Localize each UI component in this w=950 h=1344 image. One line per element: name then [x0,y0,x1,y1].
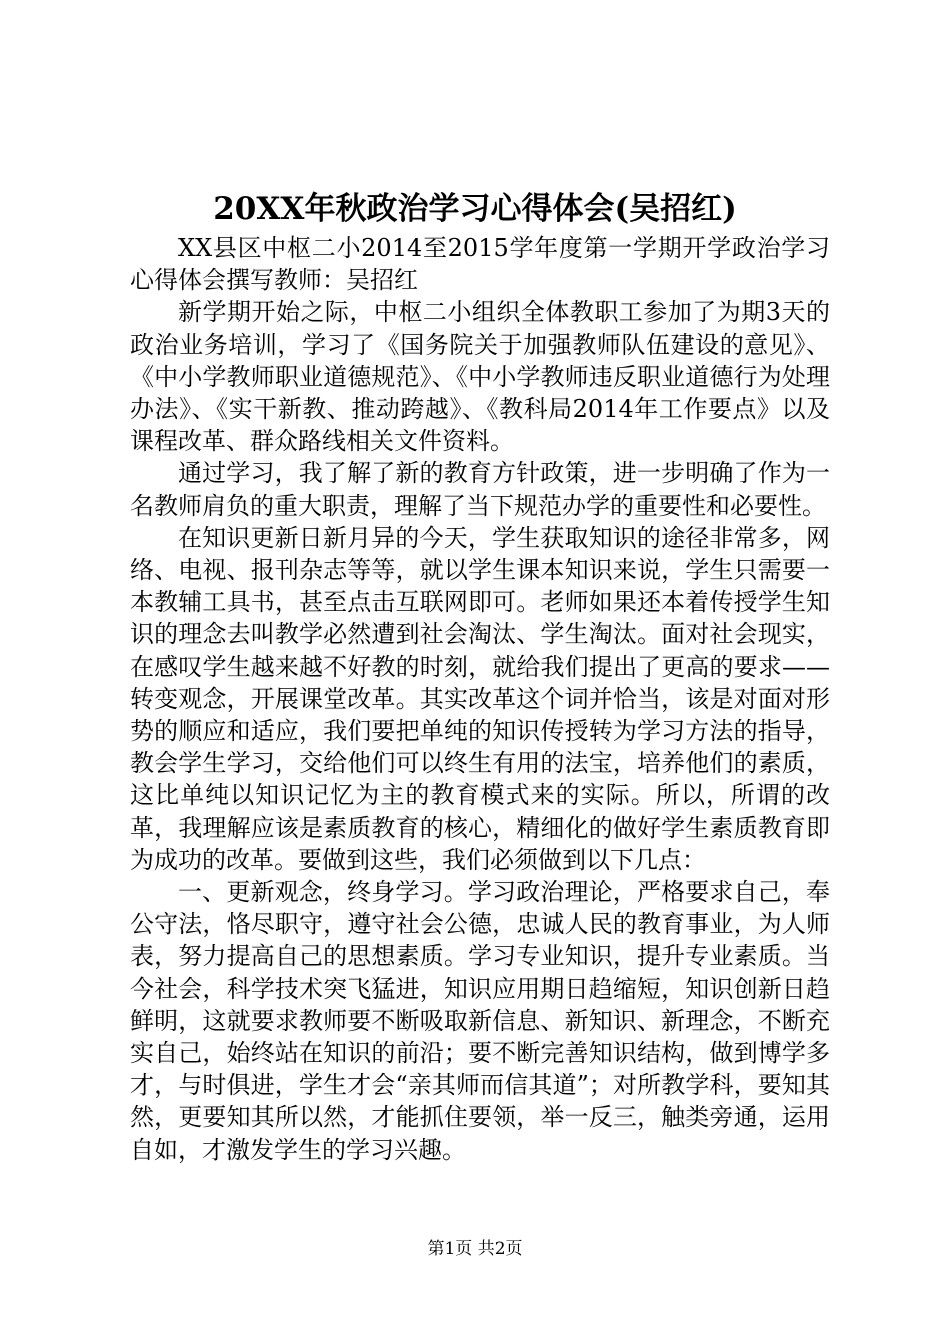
paragraph-training: 新学期开始之际，中枢二小组织全体教职工参加了为期3天的政治业务培训，学习了《国务院关于加强教师队伍建设的意见》、《中小学教师职业道德规范》、《中小学教师违反职业道德行为处理办法》、《实干新教、推动跨越》、《教科局2014年工作要点》以及课程改革、群众路线相关文件资料。 [130,298,830,456]
paragraph-learning: 通过学习，我了解了新的教育方针政策，进一步明确了作为一名教师肩负的重大职责，理解了当下规范办学的重要性和必要性。 [130,459,830,520]
document-title: 20XX年秋政治学习心得体会(吴招红) [213,191,737,227]
document-body [130,232,830,1166]
paragraph-point-one: 一、更新观念，终身学习。学习政治理论，严格要求自己，奉公守法，恪尽职守，遵守社会公德，忠诚人民的教育事业，为人师表，努力提高自己的思想素质。学习专业知识，提升专业素质。当今社会，科学技术突飞猛进，知识应用期日趋缩短，知识创新日趋鲜明，这就要求教师要不断吸取新信息、新知识、新理念，不断充实自己，始终站在知识的前沿；要不断完善知识结构，做到博学多才，与时俱进，学生才会“亲其师而信其道”；对所教学科，要知其然，更要知其所以然，才能抓住要领，举一反三，触类旁通，运用自如，才激发学生的学习兴趣。 [130,878,830,1164]
paragraph-header: XX县区中枢二小2014至2015学年度第一学期开学政治学习心得体会撰写教师：吴招红 [130,234,830,295]
page-footer: 第1页 共2页 [427,1239,523,1259]
paragraph-reform: 在知识更新日新月异的今天，学生获取知识的途径非常多，网络、电视、报刊杂志等等，就以学生课本知识来说，学生只需要一本教辅工具书，甚至点击互联网即可。老师如果还本着传授学生知识的理念去叫教学必然遭到社会淘汰、学生淘汰。面对社会现实，在感叹学生越来越不好教的时刻，就给我们提出了更高的要求——转变观念，开展课堂改革。其实改革这个词并恰当，该是对面对形势的顺应和适应，我们要把单纯的知识传授转为学习方法的指导，教会学生学习，交给他们可以终生有用的法宝，培养他们的素质，这比单纯以知识记忆为主的教育模式来的实际。所以，所谓的改革，我理解应该是素质教育的核心，精细化的做好学生素质教育即为成功的改革。要做到这些，我们必须做到以下几点： [130,523,830,874]
